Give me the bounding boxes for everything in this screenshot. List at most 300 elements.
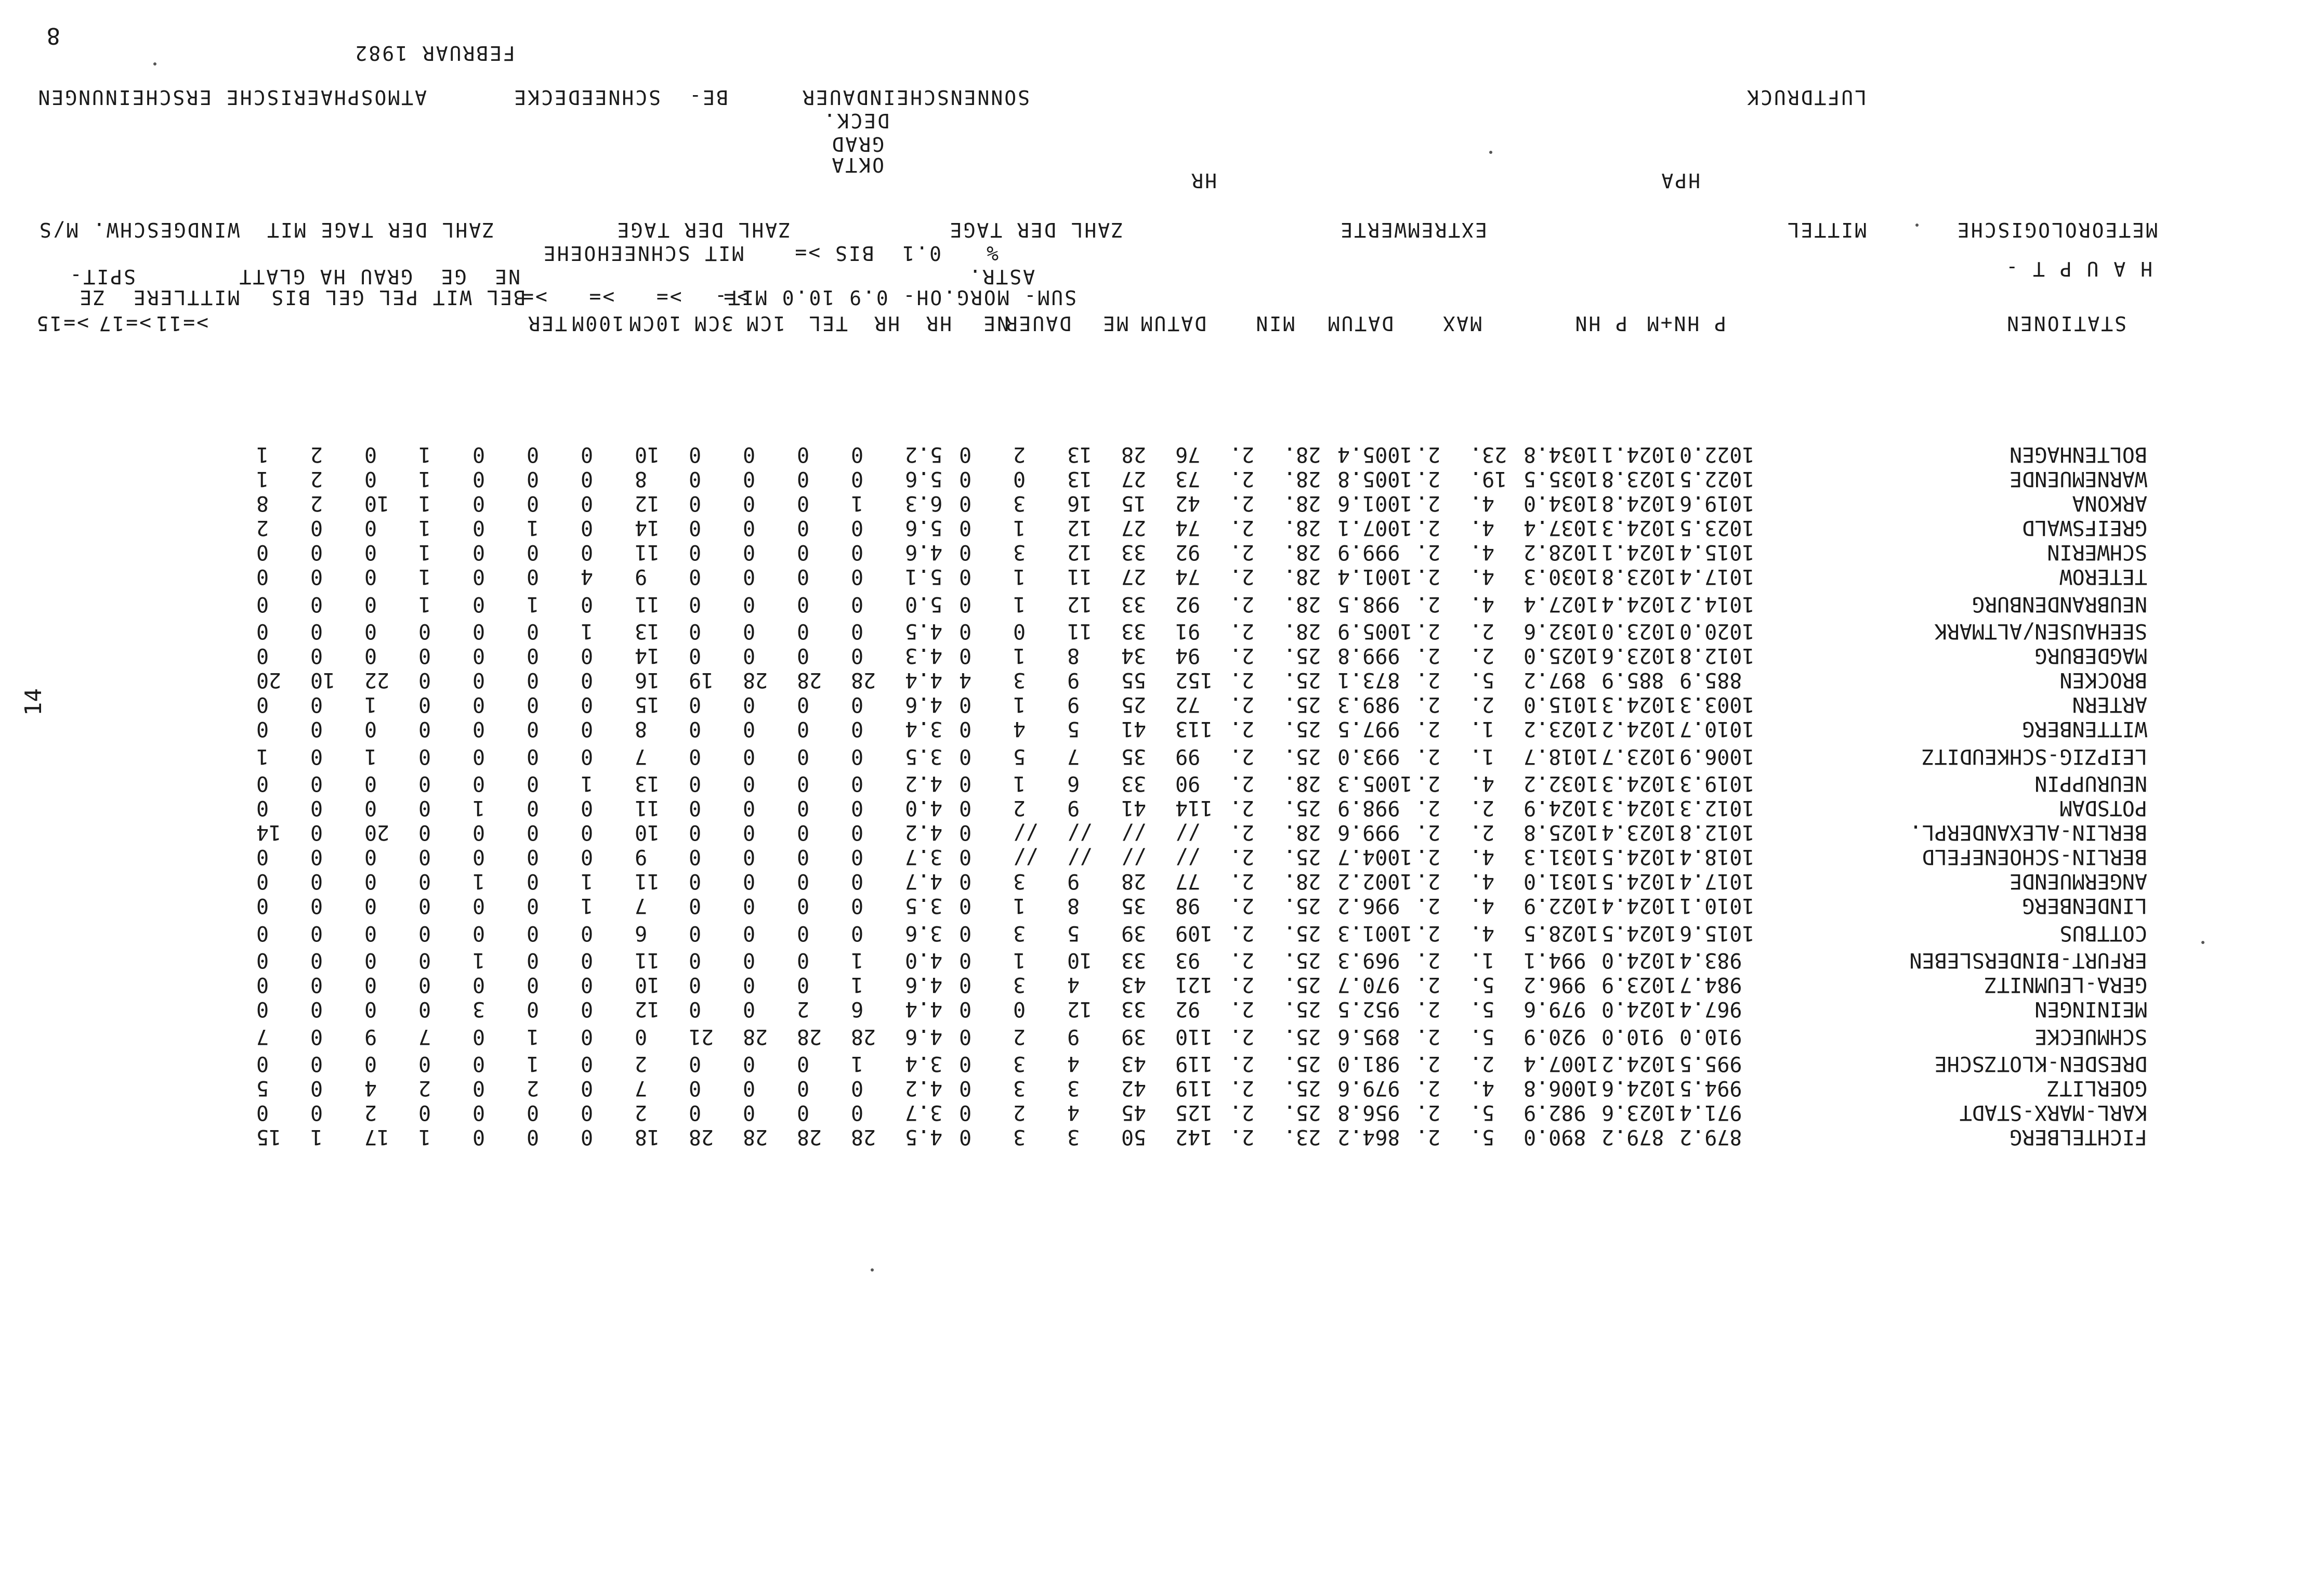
table-cell: 4.6 (905, 1025, 943, 1048)
table-cell: 8 (256, 491, 269, 516)
table-cell: 1014.2 (1679, 592, 1755, 616)
table-cell: 18 (635, 1125, 660, 1149)
table-cell: 1 (527, 592, 540, 616)
scan-speck (1915, 224, 1919, 227)
table-cell: 8 (635, 717, 648, 741)
table-cell: 0 (959, 771, 972, 796)
table-cell: 0 (689, 516, 702, 540)
table-cell: 0 (959, 744, 972, 768)
table-cell: 0 (472, 491, 485, 516)
table-cell: 28 (797, 1125, 822, 1149)
column-label: 3CM (693, 312, 733, 335)
table-cell: 0 (472, 771, 485, 796)
table-cell: 0 (310, 717, 323, 741)
table-cell: 0 (743, 948, 756, 973)
table-cell: 0 (472, 668, 485, 692)
table-cell: 2. (1229, 592, 1255, 616)
table-cell: // (1013, 845, 1039, 869)
column-label: ME (1101, 312, 1128, 335)
page-number: 8 (46, 22, 60, 49)
table-cell: 0 (527, 997, 540, 1021)
table-cell: 2 (418, 1076, 431, 1100)
table-cell: 2. (1229, 948, 1255, 973)
table-cell: 2. (1415, 644, 1441, 668)
table-cell: 2. (1415, 845, 1441, 869)
table-cell: 2. (1229, 491, 1255, 516)
table-cell: 0 (959, 820, 972, 845)
table-cell: 1027.4 (1524, 592, 1599, 616)
table-cell: 0 (256, 771, 269, 796)
table-cell: 0 (581, 845, 594, 869)
table-cell: 2 (1013, 1025, 1026, 1048)
table-cell: 0 (364, 921, 377, 945)
table-cell: 0 (689, 845, 702, 869)
table-cell: 114 (1175, 796, 1213, 820)
table-cell: 33 (1121, 771, 1147, 796)
table-cell: 4 (1013, 717, 1026, 741)
table-cell: 0 (851, 869, 864, 894)
table-cell: 4.2 (905, 1076, 943, 1100)
table-cell: 0 (364, 565, 377, 589)
table-cell: 0 (743, 592, 756, 616)
table-cell: 15 (1121, 491, 1147, 516)
table-cell: 1023.4 (1601, 820, 1677, 845)
table-cell: 43 (1121, 973, 1147, 997)
table-cell: 28. (1283, 442, 1321, 467)
table-cell: 1 (527, 1052, 540, 1076)
table-cell: 99 (1175, 744, 1201, 768)
table-cell: 0 (310, 997, 323, 1021)
table-cell: 4.3 (905, 644, 943, 668)
table-cell: 2. (1229, 796, 1255, 820)
table-title-1: METEOROLOGISCHE (1955, 218, 2158, 241)
table-cell: 1 (364, 744, 377, 768)
table-cell: 0 (581, 1100, 594, 1125)
table-cell: 2 (635, 1052, 648, 1076)
table-cell: 0 (472, 442, 485, 467)
table-cell: 0 (797, 845, 810, 869)
table-cell: 879.2 (1679, 1125, 1742, 1149)
table-cell: 0 (527, 948, 540, 973)
table-cell: 0 (364, 973, 377, 997)
table-row (256, 442, 2147, 467)
table-cell: 0 (310, 592, 323, 616)
table-row (256, 869, 2147, 894)
table-cell: 996.2 (1337, 894, 1400, 918)
table-cell: 3.7 (905, 1100, 943, 1125)
table-cell: 956.8 (1337, 1100, 1400, 1125)
table-cell: 1 (418, 540, 431, 565)
table-cell: 4.5 (905, 1125, 943, 1149)
table-cell: 1017.4 (1679, 565, 1755, 589)
table-cell: 2. (1415, 1025, 1441, 1048)
table-cell: 0 (851, 1100, 864, 1125)
table-cell: 4.6 (905, 540, 943, 565)
table-cell: 28. (1283, 491, 1321, 516)
header-zahl-tage-2: ZAHL DER TAGE (615, 218, 791, 241)
table-cell: 0 (851, 565, 864, 589)
table-cell: 25. (1283, 744, 1321, 768)
table-cell: 910.0 (1601, 1025, 1664, 1048)
table-cell: 0 (527, 973, 540, 997)
table-cell: 2 (527, 1076, 540, 1100)
header-stationen: STATIONEN (2005, 312, 2126, 335)
table-cell: 0 (689, 973, 702, 997)
table-cell: 1022.9 (1524, 894, 1599, 918)
table-cell: 0 (527, 619, 540, 644)
table-cell: 3 (1013, 1125, 1026, 1149)
table-cell: 2. (1229, 467, 1255, 491)
table-cell: 0 (310, 921, 323, 945)
table-cell: 2. (1415, 516, 1441, 540)
table-cell: 890.0 (1524, 1125, 1586, 1149)
table-cell: 1 (1013, 948, 1026, 973)
table-cell: 0 (418, 771, 431, 796)
table-cell: 0 (797, 1100, 810, 1125)
column-label: 100M (570, 312, 624, 335)
table-cell: 1 (418, 516, 431, 540)
table-cell: 0 (689, 540, 702, 565)
table-cell: 1023.8 (1601, 565, 1677, 589)
table-cell: 0 (581, 467, 594, 491)
table-cell: 2. (1229, 973, 1255, 997)
table-cell: 28. (1283, 869, 1321, 894)
table-cell: 0 (472, 1076, 485, 1100)
table-cell: 0 (418, 668, 431, 692)
station-name: ARTERN (2072, 692, 2147, 717)
table-cell: 25. (1283, 796, 1321, 820)
table-cell: 1004.7 (1337, 845, 1413, 869)
station-name: MAGDEBURG (2034, 644, 2147, 668)
table-cell: 3.6 (905, 921, 943, 945)
table-cell: 11 (1067, 565, 1093, 589)
scan-speck (1489, 151, 1492, 154)
table-cell: 0 (256, 997, 269, 1021)
table-cell: 0 (364, 644, 377, 668)
table-cell: 1024.1 (1601, 540, 1677, 565)
table-cell: 1 (851, 973, 864, 997)
table-cell: 989.3 (1337, 692, 1400, 717)
table-cell: 119 (1175, 1052, 1213, 1076)
table-cell: 2. (1469, 619, 1495, 644)
table-cell: 0 (527, 744, 540, 768)
table-cell: 23. (1283, 1125, 1321, 1149)
table-cell: 2. (1415, 717, 1441, 741)
table-row (256, 997, 2147, 1021)
table-cell: 0 (472, 516, 485, 540)
table-cell: 28 (743, 668, 768, 692)
table-cell: 0 (256, 921, 269, 945)
table-cell: 0 (527, 845, 540, 869)
table-cell: 0 (797, 516, 810, 540)
table-cell: 2. (1415, 540, 1441, 565)
table-cell: 0 (797, 592, 810, 616)
station-name: ANGERMUENDE (2010, 869, 2147, 894)
table-cell: 3.5 (905, 894, 943, 918)
table-cell: 0 (959, 467, 972, 491)
table-cell: 0 (851, 894, 864, 918)
table-cell: 0 (743, 820, 756, 845)
table-cell: 1034.8 (1524, 442, 1599, 467)
table-cell: 0 (743, 796, 756, 820)
table-cell: 1006.9 (1679, 744, 1755, 768)
column-label: >=17 (97, 312, 151, 335)
table-cell: 2. (1229, 692, 1255, 717)
table-cell: 1 (364, 692, 377, 717)
table-cell: 4.4 (905, 997, 943, 1021)
table-cell: 2. (1469, 820, 1495, 845)
table-cell: 2. (1229, 565, 1255, 589)
table-cell: 1010.1 (1679, 894, 1755, 918)
table-row (256, 771, 2147, 796)
table-cell: 1007.1 (1337, 516, 1413, 540)
table-cell: 1015.4 (1679, 540, 1755, 565)
table-cell: 0 (527, 771, 540, 796)
table-cell: 0 (743, 1100, 756, 1125)
table-cell: 0 (472, 845, 485, 869)
table-cell: 0 (689, 894, 702, 918)
table-cell: 970.7 (1337, 973, 1400, 997)
table-cell: 0 (743, 894, 756, 918)
table-cell: 109 (1175, 921, 1213, 945)
table-cell: 0 (581, 1076, 594, 1100)
table-cell: 998.5 (1337, 592, 1400, 616)
table-cell: 21 (689, 1025, 714, 1048)
station-name: COTTBUS (2059, 921, 2147, 945)
table-cell: 0 (527, 565, 540, 589)
table-cell: 2. (1415, 565, 1441, 589)
table-cell: 0 (581, 948, 594, 973)
table-cell: 2. (1415, 668, 1441, 692)
table-cell: 2. (1415, 744, 1441, 768)
table-cell: 15 (256, 1125, 282, 1149)
table-cell: 28 (743, 1125, 768, 1149)
table-cell: 0 (959, 1025, 972, 1048)
table-cell: 7 (1067, 744, 1080, 768)
table-cell: 0 (797, 948, 810, 973)
header-hr: HR (1190, 169, 1217, 192)
table-cell: 41 (1121, 717, 1147, 741)
table-cell: 28. (1283, 820, 1321, 845)
table-cell: 0 (959, 1076, 972, 1100)
station-name: POTSDAM (2059, 796, 2147, 820)
table-cell: 2. (1229, 845, 1255, 869)
table-cell: 0 (527, 820, 540, 845)
table-cell: 28 (743, 1025, 768, 1048)
table-cell: 25. (1283, 1052, 1321, 1076)
column-label: TER (527, 312, 567, 335)
table-cell: 0 (310, 1025, 323, 1048)
table-cell: 0 (743, 845, 756, 869)
table-cell: 1 (851, 491, 864, 516)
table-cell: 920.9 (1524, 1025, 1586, 1048)
station-name: SEEHAUSEN/ALTMARK (1934, 619, 2147, 644)
table-cell: 0 (743, 565, 756, 589)
table-cell: 4.6 (905, 973, 943, 997)
table-cell: 2 (1013, 796, 1026, 820)
table-cell: 1015.6 (1679, 921, 1755, 945)
table-cell: 2 (635, 1100, 648, 1125)
table-cell: 39 (1121, 921, 1147, 945)
table-cell: 5. (1469, 1100, 1495, 1125)
table-cell: 33 (1121, 619, 1147, 644)
table-cell: 0 (851, 467, 864, 491)
table-cell: 0 (527, 921, 540, 945)
table-row (256, 1052, 2147, 1076)
table-cell: 1018.7 (1524, 744, 1599, 768)
table-cell: 0 (527, 491, 540, 516)
table-cell: 1032.6 (1524, 619, 1599, 644)
table-cell: 0 (743, 744, 756, 768)
table-cell: 0 (581, 717, 594, 741)
table-cell: 0 (959, 592, 972, 616)
table-cell: 0 (689, 771, 702, 796)
table-cell: 0 (310, 845, 323, 869)
table-cell: 8 (1067, 894, 1080, 918)
table-cell: 0 (364, 467, 377, 491)
table-cell: 2. (1229, 744, 1255, 768)
table-cell: 11 (635, 869, 660, 894)
table-cell: 2. (1415, 1052, 1441, 1076)
table-cell: 35 (1121, 894, 1147, 918)
table-cell: 1 (1013, 771, 1026, 796)
table-cell: 25. (1283, 948, 1321, 973)
table-cell: 0 (256, 796, 269, 820)
table-cell: 1024.3 (1601, 692, 1677, 717)
table-cell: 0 (310, 619, 323, 644)
column-label: 10CM (627, 312, 681, 335)
table-cell: 2. (1415, 973, 1441, 997)
table-cell: 997.5 (1337, 717, 1400, 741)
table-cell: 1020.0 (1679, 619, 1755, 644)
table-cell: // (1013, 820, 1039, 845)
table-cell: 0 (743, 692, 756, 717)
station-name: KARL-MARX-STADT (1959, 1100, 2147, 1125)
table-row (256, 1100, 2147, 1125)
table-cell: 1 (256, 744, 269, 768)
table-cell: 0 (310, 820, 323, 845)
table-cell: 0 (959, 1125, 972, 1149)
table-cell: 0 (256, 540, 269, 565)
table-cell: 0 (256, 565, 269, 589)
table-cell: 0 (581, 997, 594, 1021)
table-cell: 1023.7 (1601, 744, 1677, 768)
table-cell: 0 (256, 644, 269, 668)
table-cell: 0 (581, 491, 594, 516)
table-cell: 0 (797, 796, 810, 820)
table-cell: 0 (256, 717, 269, 741)
table-cell: 28 (689, 1125, 714, 1149)
table-cell: 1 (1013, 592, 1026, 616)
table-cell: 0 (797, 894, 810, 918)
table-cell: 0 (472, 540, 485, 565)
table-cell: 0 (256, 948, 269, 973)
table-cell: 3.5 (905, 744, 943, 768)
table-cell: 0 (743, 1052, 756, 1076)
table-cell: 910.0 (1679, 1025, 1742, 1048)
table-cell: 2. (1469, 644, 1495, 668)
column-label: DATUM (1139, 312, 1206, 335)
table-row (256, 1021, 2147, 1052)
table-cell: 0 (418, 1052, 431, 1076)
table-cell: // (1067, 820, 1093, 845)
table-cell: 0 (472, 1125, 485, 1149)
table-cell: 2. (1415, 592, 1441, 616)
table-cell: 1 (418, 442, 431, 467)
table-cell: 72 (1175, 692, 1201, 717)
table-cell: 1 (1013, 516, 1026, 540)
table-cell: 0 (689, 997, 702, 1021)
table-cell: 0 (256, 869, 269, 894)
table-cell: 0 (581, 1025, 594, 1048)
table-cell: 7 (635, 1076, 648, 1100)
table-cell: 1. (1469, 744, 1495, 768)
table-cell: 1005.3 (1337, 771, 1413, 796)
table-cell: 0 (364, 592, 377, 616)
table-cell: 1 (418, 592, 431, 616)
table-cell: 1 (418, 1125, 431, 1149)
table-cell: 42 (1121, 1076, 1147, 1100)
table-cell: 12 (1067, 540, 1093, 565)
station-name: BROCKEN (2059, 668, 2147, 692)
table-cell: 74 (1175, 565, 1201, 589)
table-cell: 6.3 (905, 491, 943, 516)
table-cell: 43 (1121, 1052, 1147, 1076)
table-cell: 0 (527, 442, 540, 467)
table-cell: 33 (1121, 948, 1147, 973)
table-cell: 0 (418, 717, 431, 741)
table-cell: 0 (418, 845, 431, 869)
header-atmos: ATMOSPHAERISCHE ERSCHEINUNGEN (36, 86, 427, 109)
table-cell: 33 (1121, 540, 1147, 565)
table-cell: 1025.8 (1524, 820, 1599, 845)
column-label: TEL (807, 312, 848, 335)
table-row (256, 692, 2147, 717)
table-cell: 1 (418, 467, 431, 491)
table-cell: 0 (797, 771, 810, 796)
table-cell: 2. (1415, 467, 1441, 491)
table-cell: 1 (851, 1052, 864, 1076)
table-cell: 1001.4 (1337, 565, 1413, 589)
table-cell: 4. (1469, 1076, 1495, 1100)
table-cell: 1 (581, 771, 594, 796)
header-sonnenschein: SONNENSCHEINDAUER (801, 86, 1030, 109)
table-cell: 12 (1067, 997, 1093, 1021)
table-cell: 1023.6 (1601, 1100, 1677, 1125)
table-cell: 0 (689, 796, 702, 820)
table-cell: 873.1 (1337, 668, 1400, 692)
table-cell: 0 (418, 796, 431, 820)
table-cell: 0 (364, 845, 377, 869)
table-cell: 994.5 (1679, 1076, 1742, 1100)
table-cell: 0 (959, 845, 972, 869)
table-cell: 0 (851, 1076, 864, 1100)
table-cell: 2. (1229, 894, 1255, 918)
table-cell: 5. (1469, 1125, 1495, 1149)
table-cell: 0 (310, 796, 323, 820)
table-cell: 1024.8 (1601, 491, 1677, 516)
table-cell: 1024.0 (1601, 948, 1677, 973)
table-cell: // (1121, 845, 1147, 869)
station-name: DRESDEN-KLOTZSCHE (1934, 1052, 2147, 1076)
table-cell: 0 (797, 973, 810, 997)
table-cell: 10 (310, 668, 336, 692)
table-cell: 4.0 (905, 796, 943, 820)
table-cell: 98 (1175, 894, 1201, 918)
table-cell: 2. (1415, 894, 1441, 918)
table-cell: 94 (1175, 644, 1201, 668)
station-name: NEURUPPIN (2034, 771, 2147, 796)
